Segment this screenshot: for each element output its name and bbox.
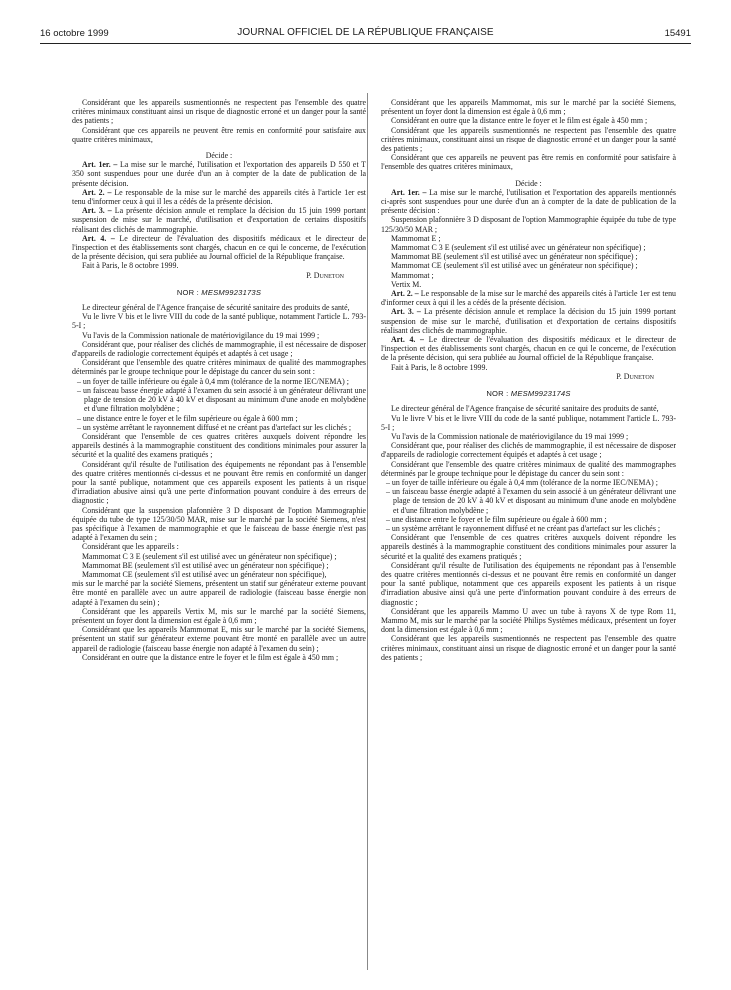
body-paragraph: Considérant qu'il résulte de l'utilisation des équipements ne répondant pas à l'ensemble des quatre critères mentionnés ci-dessus et ne pouvant être remis en conformité un danger pour la santé publique, notamment que ces appareils exposent les patients à un risque d'irradiation abusive ainsi qu'à une perte d'information pouvant conduire à des erreurs de diagnostic ;: [72, 459, 366, 506]
body-paragraph: Considérant que l'ensemble de ces quatres critères auxquels doivent répondre les appareils destinés à la mammographie constituent des conditions minimales pour assurer la sécurité et la qualité des examens pratiqués ;: [72, 431, 366, 460]
article-paragraph: [381, 289, 676, 307]
body-paragraph: Considérant que les appareils susmentionnés ne respectent pas l'ensemble des quatre critères minimaux, constituant ainsi un risque de diagnostic erroné et un danger pour la santé des patients ;: [381, 634, 676, 662]
signature: P. Duneton: [306, 270, 344, 280]
article-paragraph: [72, 206, 366, 234]
page-header: [40, 26, 691, 42]
nor-label: NOR :: [176, 287, 199, 297]
article-label: Art. 4. –: [82, 233, 115, 243]
body-paragraph: Vu le livre V bis et le livre VIII du code de la santé publique, notamment l'article L. 793-5-I ;: [72, 312, 366, 331]
signature: P. Duneton: [616, 371, 654, 381]
article-text: Le directeur de l'évaluation des dispositifs médicaux et le directeur de l'inspection et des établissements sont chargés, chacun en ce qui le concerne, de l'exécution de la présente décision, qui sera publiée au Journal officiel de la République française.: [72, 233, 366, 262]
article-text: Le responsable de la mise sur le marché des appareils cités à l'article 1er est tenu d'informer ceux à qui il les a cédés de la présente décision.: [381, 289, 676, 308]
body-paragraph: Considérant que les appareils susmentionnés ne respectent pas l'ensemble des quatre critères minimaux constituant ainsi un risque de diagnostic erroné et un danger pour la santé des patients ;: [72, 98, 366, 126]
body-paragraph: Considérant que l'ensemble des quatre critères minimaux de qualité des mammographes déterminés par le groupe technique pour le dépistage du cancer du sein sont :: [381, 459, 676, 478]
nor-code: MESM9923174S: [510, 389, 571, 399]
body-paragraph: Mammomat E ;: [391, 233, 441, 243]
article-text: Le responsable de la mise sur le marché des appareils cités à l'article 1er est tenu d'informer ceux à qui il les a cédés de la présente décision.: [72, 187, 366, 207]
article-text: La présente décision annule et remplace la décision du 15 juin 1999 portant suspension de mise sur le marché, d'utilisation et d'exportation de certains dispositifs réalisant des clichés de mammographie.: [72, 206, 366, 234]
body-paragraph: Considérant que, pour réaliser des clichés de mammographie, il est nécessaire de disposer d'appareils de radiologie correctement équipés et adaptés à cet usage ;: [381, 441, 676, 460]
body-paragraph: Considérant en outre que la distance entre le foyer et le film est égale à 450 mm ;: [82, 652, 339, 662]
body-paragraph: Mammomat BE (seulement s'il est utilisé avec un générateur non spécifique) ;: [82, 560, 329, 570]
body-paragraph: Le directeur général de l'Agence française de sécurité sanitaire des produits de santé,: [391, 404, 659, 414]
body-paragraph: Fait à Paris, le 8 octobre 1999.: [82, 261, 179, 271]
header-page-number: 15491: [664, 28, 691, 39]
article-paragraph: [381, 335, 676, 363]
body-paragraph: Considérant que la suspension plafonnière 3 D disposant de l'option Mammographie équipée du tube de type 125/30/50 MAR, mise sur le marché par la société Siemens, n'est pas spécifique à l'examen de mammographie et que le faisceau de basse énergie n'est pas adapté à l'examen du sein ;: [72, 505, 366, 543]
column-divider: [367, 93, 368, 970]
header-date: 16 octobre 1999: [40, 28, 109, 39]
article-label: Art. 3. –: [82, 206, 112, 216]
article-label: Art. 3. –: [391, 307, 421, 317]
body-paragraph: Considérant que les appareils Vertix M, mis sur le marché par la société Siemens, présentent un foyer dont la dimension est égale à 0,6 mm ;: [72, 606, 366, 625]
criterion-item: – un foyer de taille inférieure ou égale à 0,4 mm (tolérance de la norme IEC/NEMA) ;: [77, 376, 349, 386]
nor-reference: [72, 288, 366, 297]
body-paragraph: Fait à Paris, le 8 octobre 1999.: [391, 362, 488, 372]
criterion-item: – un système arrêtant le rayonnement diffusé et ne créant pas d'artefact sur les clichés ;: [77, 422, 352, 432]
criterion-item: – une distance entre le foyer et le film supérieure ou égale à 600 mm ;: [386, 514, 607, 524]
criterion-item: – un système arrêtant le rayonnement diffusé et ne créant pas d'artefact sur les clichés ;: [386, 523, 661, 533]
body-paragraph: Vu l'avis de la Commission nationale de matériovigilance du 19 mai 1999 ;: [82, 330, 320, 340]
body-paragraph: Considérant qu'il résulte de l'utilisation des équipements ne répondant pas à l'ensemble des quatre critères mentionnés ci-dessus et ne pouvant être remis en conformité un danger pour la santé publique, notamment que ces appareils exposent les patients à un risque d'irradiation abusive ainsi qu'à une perte d'information pouvant conduire à des erreurs de diagnostic ;: [381, 560, 676, 607]
article-paragraph: [72, 234, 366, 262]
article-label: Art. 4. –: [391, 335, 424, 345]
article-label: Art. 1er. –: [82, 160, 118, 170]
criterion-item: – un foyer de taille inférieure ou égale à 0,4 mm (tolérance de la norme IEC/NEMA) ;: [386, 477, 658, 487]
nor-code: MESM9923173S: [201, 287, 262, 297]
body-paragraph: Mammomat ;: [391, 270, 434, 280]
article-text: La mise sur le marché, l'utilisation et l'exportation des appareils D 550 et T 350 sont suspendues pour une durée d'un an à compter de la date de publication de la présente décision.: [72, 160, 366, 188]
criterion-item: – une distance entre le foyer et le film supérieure ou égale à 600 mm ;: [77, 413, 298, 423]
article-paragraph: [381, 307, 676, 335]
body-paragraph: Le directeur général de l'Agence française de sécurité sanitaire des produits de santé,: [82, 303, 350, 313]
body-paragraph: Considérant que, pour réaliser des clichés de mammographie, il est nécessaire de disposer d'appareils de radiologie correctement équipés et adaptés à cet usage ;: [72, 339, 366, 359]
article-text: La mise sur le marché, l'utilisation et l'exportation des appareils mentionnés ci-après sont suspendues pour une durée d'un an à compter de la date de publication de la présente décision :: [381, 187, 676, 216]
body-paragraph: Considérant que les appareils Mammo U avec un tube à rayons X de type Rom 11, Mammo M, mis sur le marché par la société Philips Systèmes médicaux, présentent un foyer dont la dimension est égale à 0,6 mm ;: [381, 606, 676, 635]
article-text: La présente décision annule et remplace la décision du 15 juin 1999 portant suspension de mise sur le marché, d'utilisation et d'exportation de certains dispositifs réalisant des clichés de mammographie.: [381, 307, 676, 335]
body-paragraph: Mammomat CE (seulement s'il est utilisé avec un générateur non spécifique) ;: [391, 261, 638, 271]
body-paragraph: Suspension plafonnière 3 D disposant de l'option Mammographie équipée du tube de type 125/30/50 MAR ;: [381, 215, 676, 234]
body-paragraph: Vu le livre V bis et le livre VIII du code de la santé publique, notamment l'article L. 793-5-I ;: [381, 413, 676, 432]
nor-label: NOR :: [486, 389, 509, 399]
article-text: Le directeur de l'évaluation des dispositifs médicaux et le directeur de l'inspection et des établissements sont chargés, chacun en ce qui le concerne, de l'exécution de la présente décision, qui sera publiée au Journal officiel de la République française.: [381, 335, 676, 363]
header-rule: [40, 43, 691, 44]
body-paragraph: Considérant que les appareils Mammomat, mis sur le marché par la société Siemens, présentent un foyer dont la dimension est égale à 0,6 mm ;: [381, 98, 676, 117]
criterion-item: – un faisceau basse énergie adapté à l'examen du sein associé à un générateur délivrant une plage de tension de 20 kV à 40 kV et disposant au minimum d'une anode en molybdène et d'une filtration molybdène ;: [386, 487, 676, 515]
article-label: Art. 2. –: [391, 289, 419, 299]
decision-heading: Décide :: [515, 178, 542, 188]
body-paragraph: Considérant que ces appareils ne peuvent pas être remis en conformité pour satisfaire à l'ensemble des quatres critères minimaux,: [381, 153, 676, 172]
right-column: [381, 98, 676, 662]
body-paragraph: Considérant que les appareils :: [82, 542, 179, 552]
article-paragraph: [72, 188, 366, 206]
left-column: [72, 98, 366, 662]
body-paragraph: Considérant que les appareils Mammomat E, mis sur le marché par la société Siemens, présentent un statif sur générateur externe pouvant être monté en parallèle avec un autre appareil de radiologie (faisceau basse énergie non adapté à l'examen du sein) ;: [72, 625, 366, 653]
nor-reference: [381, 389, 676, 398]
body-paragraph: Vertix M.: [391, 279, 422, 289]
body-paragraph: Mammomat BE (seulement s'il est utilisé avec un générateur non spécifique) ;: [391, 252, 638, 262]
body-paragraph: Mammomat C 3 E (seulement s'il est utilisé avec un générateur non spécifique) ;: [82, 551, 337, 561]
body-paragraph: Mammomat CE (seulement s'il est utilisé avec un générateur non spécifique),: [82, 569, 327, 579]
body-paragraph: Considérant en outre que la distance entre le foyer et le film est égale à 450 mm ;: [391, 116, 648, 126]
article-paragraph: [381, 188, 676, 216]
decision-heading: Décide :: [205, 151, 233, 161]
body-paragraph: Considérant que l'ensemble des quatre critères minimaux de qualité des mammographes déterminés par le groupe technique pour le dépistage du cancer du sein sont :: [72, 358, 366, 377]
body-paragraph: Considérant que l'ensemble de ces quatres critères auxquels doivent répondre les appareils destinés à la mammographie constituent des conditions minimales pour assurer la sécurité et la qualité des examens pratiqués ;: [381, 533, 676, 561]
body-paragraph: Considérant que ces appareils ne peuvent être remis en conformité pour satisfaire aux quatre critères minimaux,: [72, 125, 366, 144]
body-paragraph: mis sur le marché par la société Siemens, présentent un statif sur générateur externe pouvant être monté en parallèle avec un autre appareil de radiologie (faisceau basse énergie non adapté à l'examen du sein) ;: [72, 579, 366, 607]
article-paragraph: [72, 160, 366, 188]
header-title: JOURNAL OFFICIEL DE LA RÉPUBLIQUE FRANÇAISE: [237, 27, 494, 38]
criterion-item: – un faisceau basse énergie adapté à l'examen du sein associé à un générateur délivrant une plage de tension de 20 kV à 40 kV et disposant au minimum d'une anode en molybdène et d'une filtration molybdène ;: [77, 385, 366, 414]
body-paragraph: Mammomat C 3 E (seulement s'il est utilisé avec un générateur non spécifique) ;: [391, 243, 646, 253]
body-paragraph: Considérant que les appareils susmentionnés ne respectent pas l'ensemble des quatre critères minimaux, constituant ainsi un risque de diagnostic erroné et un danger pour la santé des patients ;: [381, 125, 676, 154]
article-label: Art. 2. –: [82, 187, 112, 197]
article-label: Art. 1er. –: [391, 187, 427, 197]
body-paragraph: Vu l'avis de la Commission nationale de matériovigilance du 19 mai 1999 ;: [391, 431, 629, 441]
